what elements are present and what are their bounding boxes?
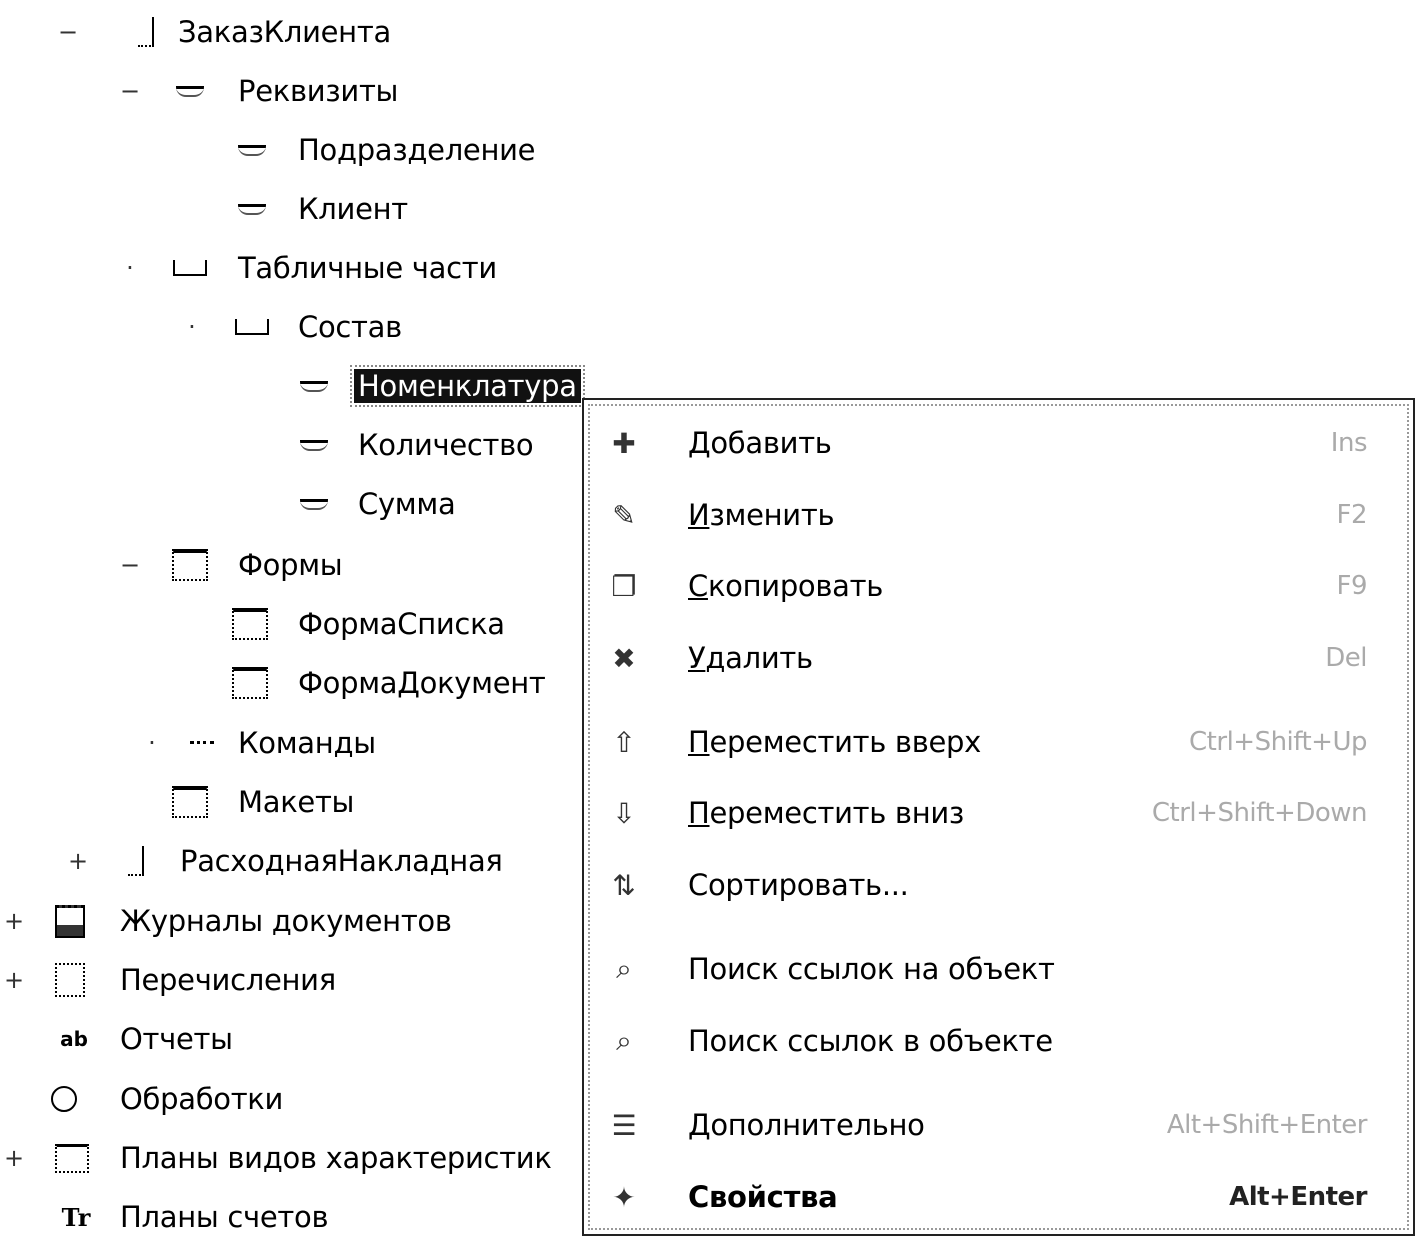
tree-item-label: Команды	[238, 726, 376, 760]
menu-item-edit[interactable]	[584, 487, 1413, 543]
menu-item-move-up[interactable]	[584, 714, 1413, 770]
menu-item-label: Переместить вверх	[688, 725, 982, 759]
tree-item-label: Реквизиты	[238, 74, 399, 108]
tabular-section-icon	[234, 311, 270, 343]
tree-item-label: Клиент	[298, 192, 408, 226]
menu-item-shortcut: Ctrl+Shift+Down	[1151, 798, 1367, 828]
attribute-icon	[296, 488, 332, 520]
menu-item-label: Поиск ссылок на объект	[688, 952, 1055, 986]
menu-item-label: Поиск ссылок в объекте	[688, 1024, 1053, 1058]
sort-icon: ⇅	[612, 868, 636, 902]
menu-item-shortcut: Ins	[1330, 428, 1367, 458]
form-icon	[232, 608, 268, 640]
tree-item-label: Табличные части	[238, 251, 497, 285]
tree-item-label: Сумма	[358, 487, 456, 521]
menu-item-label: Скопировать	[688, 569, 884, 603]
processing-icon	[46, 1083, 82, 1115]
attribute-icon	[296, 429, 332, 461]
menu-item-shortcut: Alt+Enter	[1229, 1182, 1367, 1212]
delete-icon: ✖	[612, 641, 636, 675]
document-icon	[128, 16, 164, 48]
context-menu	[582, 398, 1415, 1236]
expand-toggle[interactable]: +	[3, 966, 25, 994]
edit-icon: ✎	[612, 498, 636, 532]
menu-item-label: Удалить	[688, 641, 813, 675]
tree-item-label: Планы видов характеристик	[120, 1141, 552, 1175]
templates-icon	[172, 786, 208, 818]
menu-item-label: Добавить	[688, 426, 832, 460]
menu-item-label: Свойства	[688, 1180, 838, 1214]
menu-item-move-down[interactable]	[584, 785, 1413, 841]
tabular-sections-icon	[172, 252, 208, 284]
expand-toggle[interactable]: +	[3, 1144, 25, 1172]
tree-item-label: РасходнаяНакладная	[180, 844, 503, 878]
menu-item-shortcut: F9	[1336, 571, 1367, 601]
collapse-toggle[interactable]: ·	[126, 254, 134, 282]
tree-item-label: Перечисления	[120, 963, 336, 997]
attributes-icon	[172, 75, 208, 107]
menu-item-find-in-object[interactable]	[584, 1013, 1413, 1069]
expand-toggle[interactable]: +	[67, 847, 89, 875]
enum-icon	[52, 964, 88, 996]
menu-item-copy[interactable]	[584, 558, 1413, 614]
collapse-toggle[interactable]: −	[119, 551, 141, 579]
menu-item-shortcut: Alt+Shift+Enter	[1166, 1110, 1367, 1140]
menu-item-label: Дополнительно	[688, 1108, 925, 1142]
find-in-object-icon: ⌕	[616, 1024, 632, 1057]
menu-item-label: Изменить	[688, 498, 835, 532]
tree-item-label: ФормаСписка	[298, 607, 505, 641]
tree-item-label: Обработки	[120, 1082, 284, 1116]
collapse-toggle[interactable]: −	[57, 18, 79, 46]
move-down-icon: ⇩	[612, 796, 636, 830]
add-icon: ✚	[612, 426, 636, 460]
tree-item-label: Состав	[298, 310, 402, 344]
menu-item-additional[interactable]	[584, 1097, 1413, 1153]
copy-icon: ❐	[611, 569, 637, 603]
attribute-icon	[234, 134, 270, 166]
menu-item-label: Переместить вниз	[688, 796, 965, 830]
tree-item-label: ЗаказКлиента	[178, 15, 391, 49]
tree-item-label-selected: Номенклатура	[354, 369, 581, 403]
tree-item-label: Планы счетов	[120, 1200, 329, 1234]
menu-item-shortcut: F2	[1336, 500, 1367, 530]
additional-icon: ☰	[611, 1108, 637, 1142]
journal-icon	[52, 905, 88, 937]
attribute-icon	[234, 193, 270, 225]
forms-icon	[172, 549, 208, 581]
attribute-icon	[296, 370, 332, 402]
find-references-icon: ⌕	[616, 952, 632, 985]
commands-icon	[184, 727, 220, 759]
collapse-toggle[interactable]: ·	[188, 313, 196, 341]
collapse-toggle[interactable]: −	[119, 77, 141, 105]
tree-item-label: Количество	[358, 428, 534, 462]
menu-item-properties[interactable]	[584, 1169, 1413, 1225]
form-icon	[232, 667, 268, 699]
menu-item-add[interactable]	[584, 415, 1413, 471]
menu-item-label: Сортировать...	[688, 868, 909, 902]
menu-item-shortcut: Del	[1325, 643, 1367, 673]
tree-item-label: ФормаДокумент	[298, 666, 546, 700]
menu-item-find-references[interactable]	[584, 941, 1413, 997]
chart-of-accounts-icon: Tr	[61, 1202, 91, 1232]
tree-item-label: Формы	[238, 548, 343, 582]
properties-icon: ✦	[612, 1180, 636, 1214]
tree-item-label: Отчеты	[120, 1022, 233, 1056]
menu-item-sort[interactable]	[584, 857, 1413, 913]
menu-item-shortcut: Ctrl+Shift+Up	[1189, 727, 1367, 757]
menu-item-delete[interactable]	[584, 630, 1413, 686]
move-up-icon: ⇧	[612, 725, 636, 759]
chart-of-characteristics-icon	[54, 1142, 90, 1174]
tree-item-label: Журналы документов	[120, 904, 452, 938]
tree-item-label: Подразделение	[298, 133, 536, 167]
expand-toggle[interactable]: +	[3, 907, 25, 935]
collapse-toggle[interactable]: ·	[148, 729, 156, 757]
document-icon	[118, 845, 154, 877]
report-icon: ab	[60, 1027, 88, 1051]
tree-item-label: Макеты	[238, 785, 355, 819]
